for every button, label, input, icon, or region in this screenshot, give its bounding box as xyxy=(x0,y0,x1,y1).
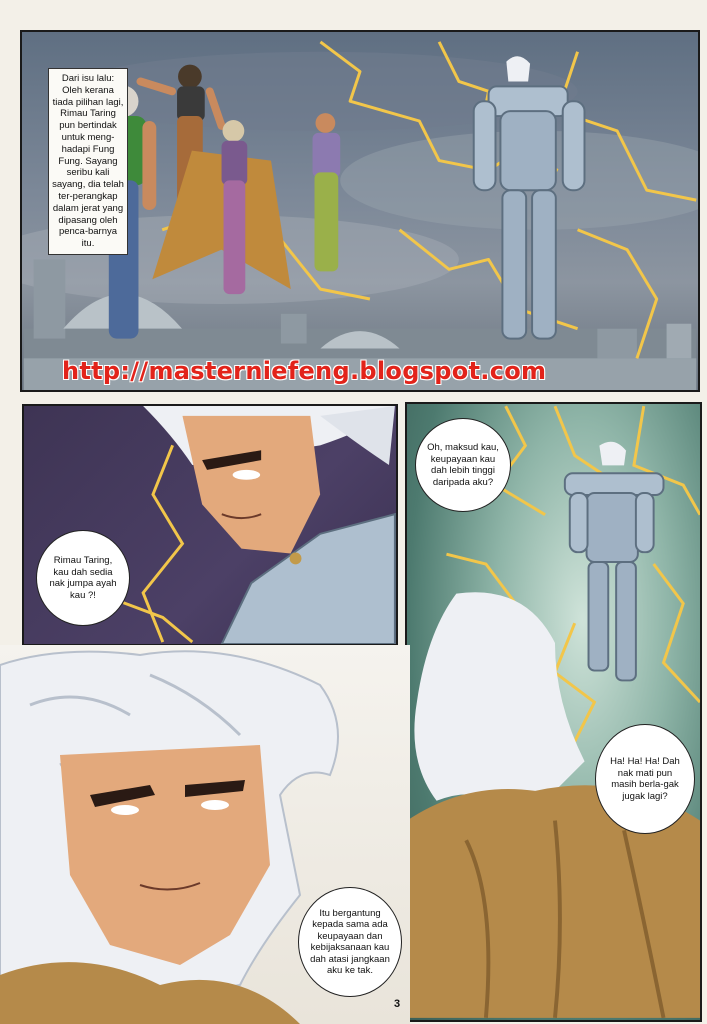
speech-bubble-panel-4 xyxy=(298,887,402,997)
armored-warrior-floating xyxy=(565,442,664,681)
speech-bubble-panel-2 xyxy=(36,530,130,626)
figure-green-pants xyxy=(313,113,341,271)
speech-text: Ha! Ha! Ha! Dah nak mati pun masih berla-gak jugak lagi? xyxy=(610,756,680,802)
lightning-bolts xyxy=(123,445,192,642)
panel-1-sky-battle xyxy=(20,30,700,392)
blog-watermark: http://masterniefeng.blogspot.com xyxy=(62,357,547,385)
narration-caption: Dari isu lalu: Oleh kerana tiada pilihan lagi, Rimau Taring pun bertindak untuk meng-hadapi Fung Fung. Sayang seribu kali sayang, dia telah ter-perangkap dalam jerat yang dipasang oleh penca-barnya itu. xyxy=(48,68,128,255)
speech-text: Itu bergantung kepada sama ada keupayaan dan kebijaksanaan kau dah atasi jangkaan aku ke tak. xyxy=(310,907,390,976)
speech-bubble-panel-3-top xyxy=(415,418,511,512)
speech-text: Oh, maksud kau, keupayaan kau dah lebih tinggi daripada aku? xyxy=(427,442,499,488)
speech-bubble-panel-3-bottom xyxy=(595,724,695,834)
panel-4-white-haired-man xyxy=(0,645,410,1024)
panel-2-closeup xyxy=(22,404,398,646)
panel-3-confrontation xyxy=(405,402,702,1022)
speech-text: Rimau Taring, kau dah sedia nak jumpa ayah kau ?! xyxy=(49,555,117,601)
page-number: 3 xyxy=(394,998,401,1010)
